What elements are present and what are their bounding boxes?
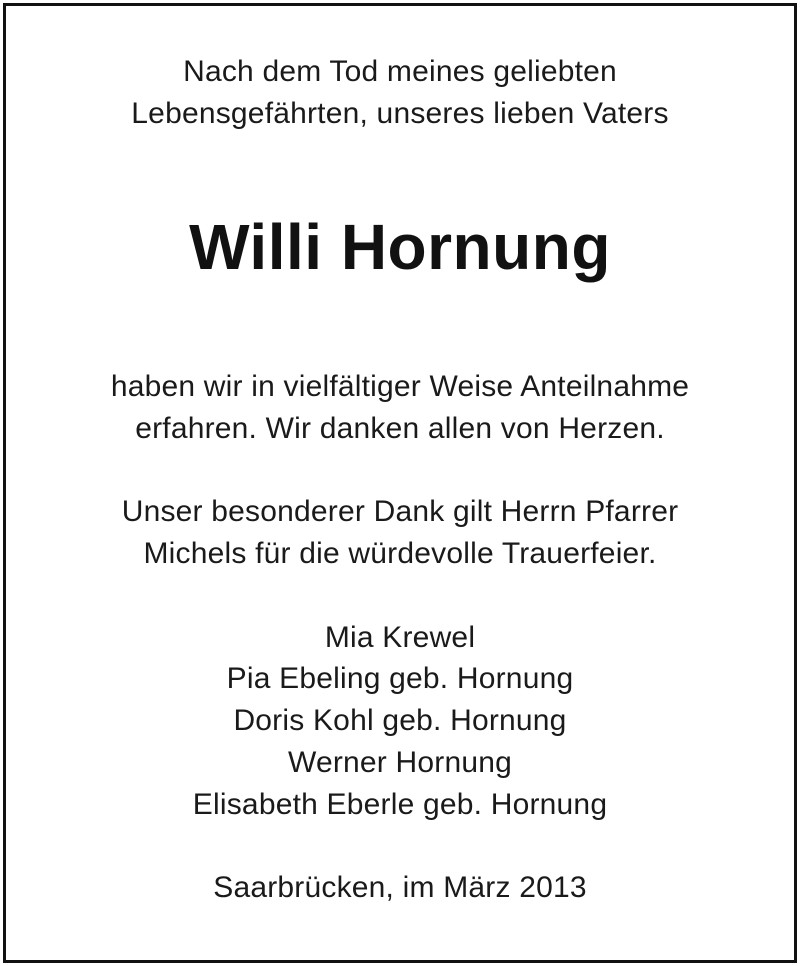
special-thanks-line-2: Michels für die würdevolle Trauerfeier. <box>143 537 657 570</box>
deceased-name: Willi Hornung <box>189 211 611 283</box>
signatory: Elisabeth Eberle geb. Hornung <box>192 788 608 821</box>
intro-line-1: Nach dem Tod meines geliebten <box>183 55 617 88</box>
thanks-line-1: haben wir in vielfältiger Weise Anteilnahme <box>110 370 690 403</box>
signatory: Mia Krewel <box>324 621 476 654</box>
signatory: Werner Hornung <box>287 746 513 779</box>
signatory: Pia Ebeling geb. Hornung <box>226 662 574 695</box>
thanks-line-2: erfahren. Wir danken allen von Herzen. <box>135 412 665 445</box>
special-thanks-line-1: Unser besonderer Dank gilt Herrn Pfarrer <box>121 495 679 528</box>
notice-frame <box>3 3 797 963</box>
signatory: Doris Kohl geb. Hornung <box>233 704 567 737</box>
place-date: Saarbrücken, im März 2013 <box>213 871 587 904</box>
intro-line-2: Lebensgefährten, unseres lieben Vaters <box>131 97 669 130</box>
